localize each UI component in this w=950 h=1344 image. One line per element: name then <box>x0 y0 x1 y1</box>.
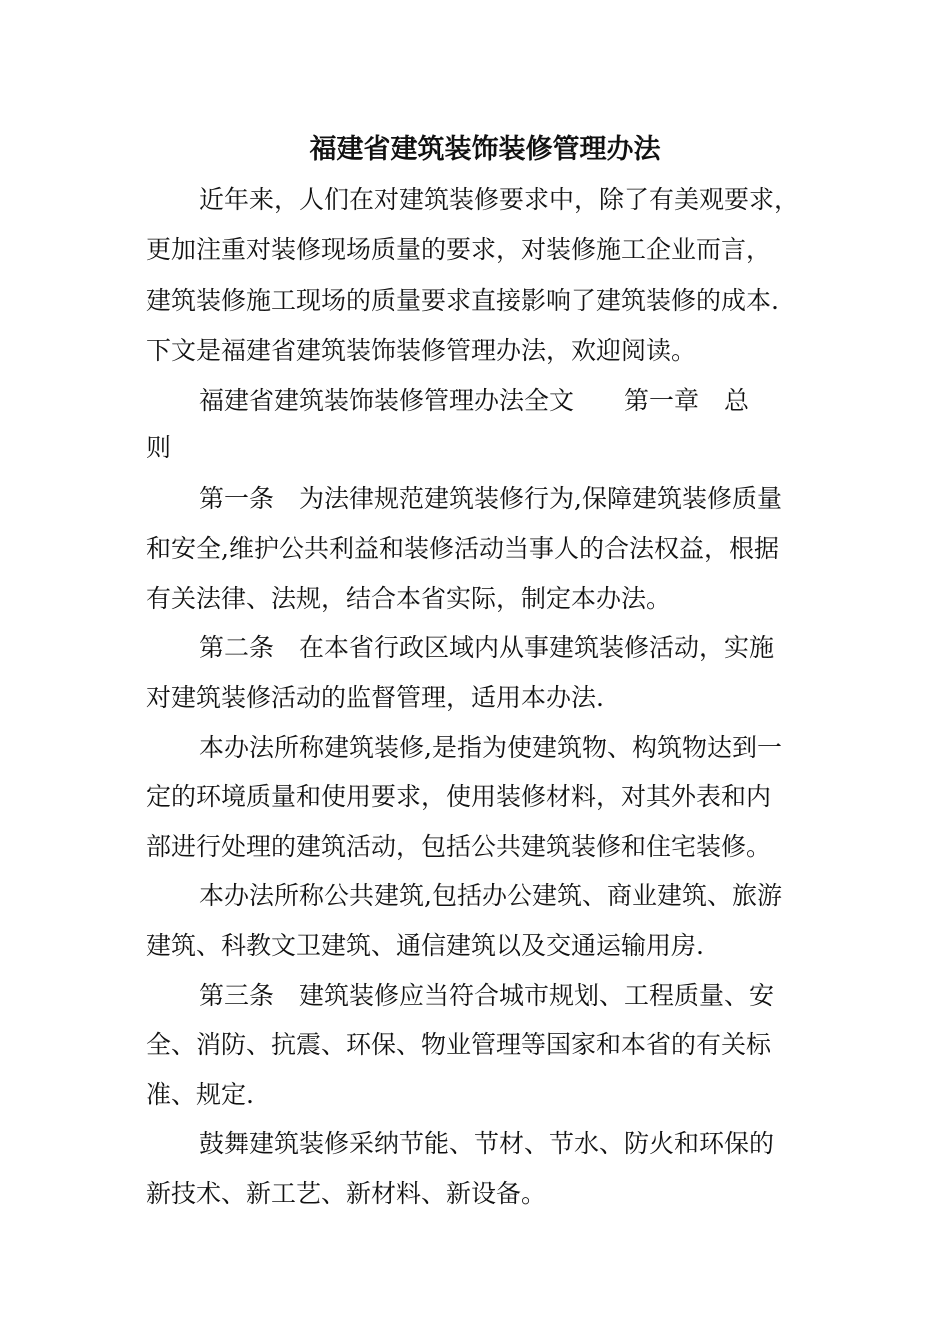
paragraph-line: 第三条 建筑装修应当符合城市规划、工程质量、安 <box>199 981 775 1010</box>
paragraph-line: 新技术、新工艺、新材料、新设备。 <box>146 1179 547 1208</box>
paragraph-line: 有关法律、法规，结合本省实际，制定本办法。 <box>146 584 672 613</box>
paragraph-line: 本办法所称公共建筑,包括办公建筑、商业建筑、旅游 <box>199 881 782 910</box>
paragraph-line: 准、规定. <box>146 1080 254 1109</box>
paragraph-line: 和安全,维护公共利益和装修活动当事人的合法权益，根据 <box>146 534 779 563</box>
paragraph-line: 建筑装修施工现场的质量要求直接影响了建筑装修的成本. <box>146 286 779 315</box>
paragraph-line: 对建筑装修活动的监督管理，适用本办法. <box>146 683 604 712</box>
paragraph-line: 更加注重对装修现场质量的要求，对装修施工企业而言， <box>146 235 772 264</box>
paragraph-line: 近年来，人们在对建筑装修要求中，除了有美观要求， <box>199 185 800 214</box>
paragraph-line: 全、消防、抗震、环保、物业管理等国家和本省的有关标 <box>146 1030 772 1059</box>
paragraph-line: 部进行处理的建筑活动，包括公共建筑装修和住宅装修。 <box>146 832 772 861</box>
paragraph-line: 本办法所称建筑装修,是指为使建筑物、构筑物达到一 <box>199 733 782 762</box>
paragraph-line: 下文是福建省建筑装饰装修管理办法，欢迎阅读。 <box>146 336 697 365</box>
paragraph-line: 福建省建筑装饰装修管理办法全文 第一章 总 <box>199 386 750 415</box>
paragraph-line: 定的环境质量和使用要求，使用装修材料，对其外表和内 <box>146 782 772 811</box>
paragraph-line: 第二条 在本省行政区域内从事建筑装修活动，实施 <box>199 633 775 662</box>
document-title: 福建省建筑装饰装修管理办法 <box>309 134 661 165</box>
paragraph-line: 建筑、科教文卫建筑、通信建筑以及交通运输用房. <box>146 931 704 960</box>
paragraph-line: 鼓舞建筑装修采纳节能、节材、节水、防火和环保的 <box>199 1129 775 1158</box>
paragraph-line: 则 <box>146 433 172 462</box>
paragraph-line: 第一条 为法律规范建筑装修行为,保障建筑装修质量 <box>199 484 782 513</box>
